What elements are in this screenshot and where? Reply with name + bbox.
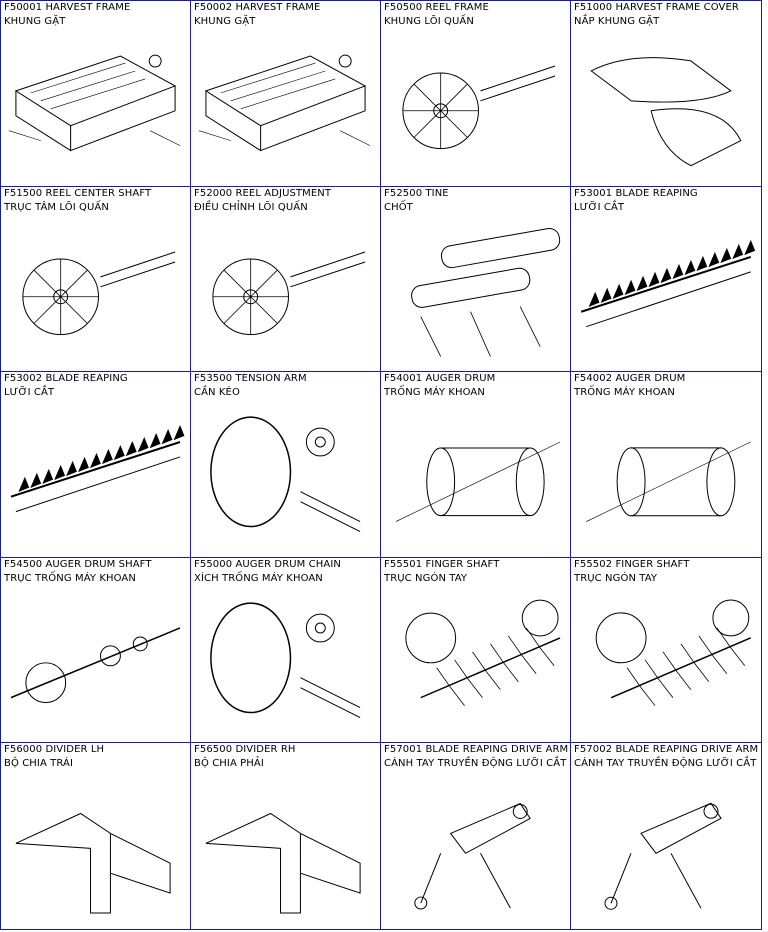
auger-chain-diagram-icon: [191, 588, 380, 743]
part-name-vn: BỘ CHIA PHẢI: [194, 758, 264, 770]
part-code-title: F55000 AUGER DRUM CHAIN: [194, 558, 341, 570]
reel-shaft-diagram-icon: [1, 217, 190, 372]
exploded-view-sketch: [381, 217, 570, 372]
part-code-title: F54500 AUGER DRUM SHAFT: [4, 558, 152, 570]
part-code-title: F54001 AUGER DRUM: [384, 373, 496, 385]
catalog-cell-f55501[interactable]: [381, 558, 571, 744]
part-name-vn: CHỐT: [384, 201, 413, 213]
exploded-view-sketch: [381, 773, 570, 929]
part-code-title: F57002 BLADE REAPING DRIVE ARM: [574, 744, 759, 756]
part-name-vn: TRỤC NGÓN TAY: [574, 572, 658, 584]
auger-drum-diagram-icon: [381, 402, 570, 557]
blade-reaping-diagram-icon: [571, 217, 761, 372]
catalog-cell-f55000[interactable]: [191, 558, 381, 744]
part-name-vn: BỘ CHIA TRÁI: [4, 758, 74, 770]
exploded-view-sketch: [1, 402, 190, 557]
catalog-cell-f53001[interactable]: [571, 187, 761, 373]
part-code-title: F51500 REEL CENTER SHAFT: [4, 187, 152, 199]
divider-diagram-icon: [191, 773, 380, 929]
catalog-cell-f52000[interactable]: [191, 187, 381, 373]
harvest-frame-diagram-icon: [1, 31, 190, 186]
tension-arm-diagram-icon: [191, 402, 380, 557]
catalog-cell-f51000[interactable]: [571, 1, 761, 187]
catalog-cell-f50001[interactable]: [1, 1, 191, 187]
part-code-title: F50500 REEL FRAME: [384, 2, 489, 13]
part-name-vn: KHUNG LÕI QUẤN: [384, 16, 474, 27]
part-name-vn: CÁNH TAY TRUYỀN ĐỘNG LƯỠI CẮT: [574, 758, 757, 770]
part-name-vn: TRỤC NGÓN TAY: [384, 572, 468, 584]
part-name-vn: TRỤC TÂM LÕI QUẤN: [4, 201, 109, 213]
catalog-cell-f55502[interactable]: [571, 558, 761, 744]
part-code-title: F53002 BLADE REAPING: [4, 373, 128, 385]
exploded-view-sketch: [571, 402, 761, 557]
part-name-vn: KHUNG GẶT: [4, 16, 66, 27]
catalog-cell-f54001[interactable]: [381, 372, 571, 558]
exploded-view-sketch: [381, 31, 570, 186]
exploded-view-sketch: [381, 402, 570, 557]
auger-drum-diagram-icon: [571, 402, 761, 557]
catalog-cell-f50002[interactable]: [191, 1, 381, 187]
catalog-cell-f57002[interactable]: [571, 743, 761, 929]
reel-adjustment-diagram-icon: [191, 217, 380, 372]
drive-arm-diagram-icon: [381, 773, 570, 929]
catalog-cell-f54500[interactable]: [1, 558, 191, 744]
exploded-view-sketch: [191, 773, 380, 929]
part-name-vn: KHUNG GẶT: [194, 16, 256, 27]
part-code-title: F50001 HARVEST FRAME: [4, 2, 131, 13]
exploded-view-sketch: [191, 588, 380, 743]
part-name-vn: TRỐNG MÁY KHOAN: [574, 387, 675, 399]
part-code-title: F57001 BLADE REAPING DRIVE ARM: [384, 744, 569, 756]
part-name-vn: LƯỠI CẮT: [574, 201, 625, 213]
part-name-vn: LƯỠI CẮT: [4, 387, 55, 399]
exploded-view-sketch: [571, 31, 761, 186]
part-code-title: F53001 BLADE REAPING: [574, 187, 698, 199]
part-code-title: F55501 FINGER SHAFT: [384, 558, 500, 570]
catalog-cell-f54002[interactable]: [571, 372, 761, 558]
catalog-cell-f51500[interactable]: [1, 187, 191, 373]
part-code-title: F55502 FINGER SHAFT: [574, 558, 690, 570]
divider-diagram-icon: [1, 773, 190, 929]
exploded-view-sketch: [381, 588, 570, 743]
exploded-view-sketch: [1, 588, 190, 743]
part-code-title: F52500 TINE: [384, 187, 449, 199]
drive-arm-diagram-icon: [571, 773, 761, 929]
catalog-cell-f56500[interactable]: [191, 743, 381, 929]
catalog-cell-f53002[interactable]: [1, 372, 191, 558]
exploded-view-sketch: [571, 588, 761, 743]
catalog-cell-f56000[interactable]: [1, 743, 191, 929]
tine-diagram-icon: [381, 217, 570, 372]
reel-frame-diagram-icon: [381, 31, 570, 186]
part-code-title: F56500 DIVIDER RH: [194, 744, 296, 756]
harvest-frame-diagram-icon: [191, 31, 380, 186]
auger-shaft-diagram-icon: [1, 588, 190, 743]
finger-shaft-diagram-icon: [571, 588, 761, 743]
catalog-cell-f57001[interactable]: [381, 743, 571, 929]
part-code-title: F54002 AUGER DRUM: [574, 373, 686, 385]
part-name-vn: ĐIỀU CHỈNH LÕI QUẤN: [194, 201, 308, 213]
part-code-title: F53500 TENSION ARM: [194, 373, 307, 385]
frame-cover-diagram-icon: [571, 31, 761, 186]
exploded-view-sketch: [1, 31, 190, 186]
catalog-cell-f53500[interactable]: [191, 372, 381, 558]
exploded-view-sketch: [191, 402, 380, 557]
exploded-view-sketch: [1, 217, 190, 372]
part-name-vn: NẮP KHUNG GẶT: [574, 16, 660, 27]
part-name-vn: XÍCH TRỐNG MÁY KHOAN: [194, 572, 323, 584]
exploded-view-sketch: [571, 217, 761, 372]
exploded-view-sketch: [191, 217, 380, 372]
blade-reaping-diagram-icon: [1, 402, 190, 557]
catalog-cell-f50500[interactable]: [381, 1, 571, 187]
exploded-view-sketch: [1, 773, 190, 929]
part-name-vn: TRỐNG MÁY KHOAN: [384, 387, 485, 399]
part-code-title: F52000 REEL ADJUSTMENT: [194, 187, 332, 199]
part-name-vn: CÁNH TAY TRUYỀN ĐỘNG LƯỠI CẮT: [384, 758, 567, 770]
part-code-title: F50002 HARVEST FRAME: [194, 2, 321, 13]
finger-shaft-diagram-icon: [381, 588, 570, 743]
part-code-title: F51000 HARVEST FRAME COVER: [574, 2, 739, 13]
exploded-view-sketch: [571, 773, 761, 929]
part-name-vn: CẦN KÉO: [194, 387, 240, 399]
exploded-view-sketch: [191, 31, 380, 186]
part-name-vn: TRỤC TRỐNG MÁY KHOAN: [4, 572, 136, 584]
catalog-cell-f52500[interactable]: [381, 187, 571, 373]
part-code-title: F56000 DIVIDER LH: [4, 744, 105, 756]
